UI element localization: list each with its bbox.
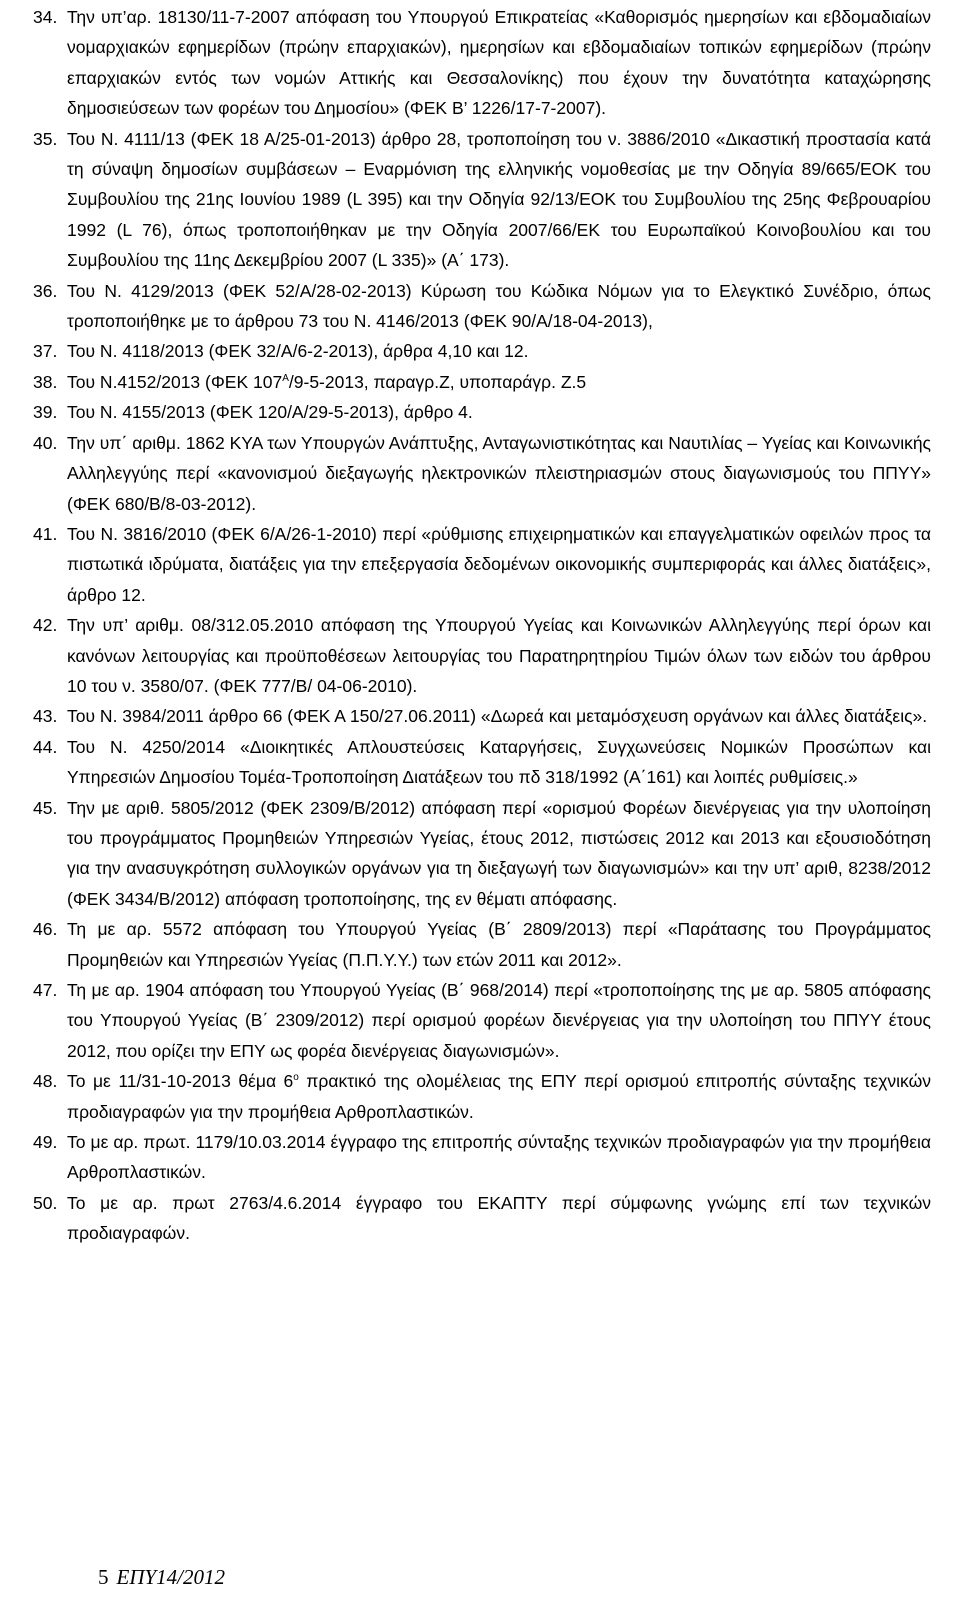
item-text: Του Ν. 3984/2011 άρθρο 66 (ΦΕΚ Α 150/27.06.2011) «Δωρεά και μεταμόσχευση οργάνων και άλλες διατάξεις».: [67, 706, 928, 727]
item-text: Του Ν. 4129/2013 (ΦΕΚ 52/Α/28-02-2013) Κύρωση του Κώδικα Νόμων για το Ελεγκτικό Συνέδριο, όπως τροποποιήθηκε με το άρθρου 73 του Ν. 4146/2013 (ΦΕΚ 90/Α/18-04-2013),: [67, 280, 931, 332]
item-number: 36.: [33, 280, 58, 301]
item-text: Του Ν. 4250/2014 «Διοικητικές Απλουστεύσεις Καταργήσεις, Συγχωνεύσεις Νομικών Προσώπων και Υπηρεσιών Δημοσίου Τομέα-Τροποποίηση Διατάξεων του πδ 318/1992 (Α΄161) και λοιπές ρυθμίσεις.»: [67, 736, 931, 788]
superscript: ο: [293, 1072, 299, 1084]
list-item: [33, 519, 931, 610]
item-number: 42.: [33, 615, 58, 636]
item-text: Την υπ΄ αριθμ. 1862 ΚΥΑ των Υπουργών Ανάπτυξης, Ανταγωνιστικότητας και Ναυτιλίας – Υγείας και Κοινωνικής Αλληλεγγύης περί «κανονισμού διεξαγωγής ηλεκτρονικών πλειστηριασμών στους διαγωνισμούς του ΠΠΥΥ» (ΦΕΚ 680/Β/8-03-2012).: [67, 432, 931, 514]
list-item: [33, 1066, 931, 1127]
list-item: [33, 610, 931, 701]
item-text: Του Ν. 4155/2013 (ΦΕΚ 120/Α/29-5-2013), άρθρο 4.: [67, 402, 473, 423]
list-item: [33, 793, 931, 915]
item-text: Του Ν. 4118/2013 (ΦΕΚ 32/Α/6-2-2013), άρθρα 4,10 και 12.: [67, 341, 529, 362]
item-number: 34.: [33, 7, 58, 27]
page-number: 5: [98, 1565, 109, 1589]
list-item: [33, 975, 931, 1066]
item-text: Την με αριθ. 5805/2012 (ΦΕΚ 2309/Β/2012) απόφαση περί «ορισμού Φορέων διενέργειας για την υλοποίηση του προγράμματος Προμηθειών Υπηρεσιών Υγείας, έτους 2012, πιστώσεις 2012 και 2013 και εξουσιοδότηση για την ανασυγκρότηση συλλογικών οργάνων για τη διεξαγωγή των διαγωνισμών» και την υπ’ αριθ, 8238/2012 (ΦΕΚ 3434/Β/2012) απόφαση τροποποίησης, της εν θέματι απόφασης.: [67, 797, 931, 909]
list-item: [33, 397, 931, 427]
list-item: [33, 701, 931, 731]
item-number: 40.: [33, 432, 58, 453]
item-number: 44.: [33, 736, 58, 757]
document-reference: ΕΠΥ14/2012: [116, 1565, 226, 1589]
item-text: Τη με αρ. 5572 απόφαση του Υπουργού Υγείας (Β΄ 2809/2013) περί «Παράτασης του Προγράμματος Προμηθειών και Υπηρεσιών Υγείας (Π.Π.Υ.Υ.) των ετών 2011 και 2012».: [67, 919, 931, 970]
item-text: Την υπ’αρ. 18130/11-7-2007 απόφαση του Υπουργού Επικρατείας «Καθορισμός ημερησίων και εβδομαδιαίων νομαρχιακών εφημερίδων (πρώην επαρχιακών), ημερησίων και εβδομαδιαίων τοπικών εφημερίδων (πρώην επαρχιακών εντός των νομών Αττικής και Θεσσαλονίκης) που έχουν την δυνατότητα καταχώρησης δημοσιεύσεων των φορέων του Δημοσίου» (ΦΕΚ Β’ 1226/17-7-2007).: [67, 7, 931, 119]
item-number: 46.: [33, 919, 58, 940]
item-number: 41.: [33, 523, 58, 544]
list-item: [33, 428, 931, 519]
document-body: [33, 2, 931, 1249]
item-text-after: πρακτικό της ολομέλειας της ΕΠΥ περί ορισμού επιτροπής σύνταξης τεχνικών προδιαγραφών για την προμήθεια Αρθροπλαστικών.: [67, 1071, 931, 1122]
item-text: Του Ν. 4111/13 (ΦΕΚ 18 Α/25-01-2013) άρθρο 28, τροποποίηση του ν. 3886/2010 «Δικαστική προστασία κατά τη σύναψη δημοσίων συμβάσεων – Εναρμόνιση της ελληνικής νομοθεσίας με την Οδηγία 89/665/ΕΟΚ του Συμβουλίου της 21ης Ιουνίου 1989 (L 395) και την Οδηγία 92/13/ΕΟΚ του Συμβουλίου της 25ης Φεβρουαρίου 1992 (L 76), όπως τροποποιήθηκαν με την Οδηγία 2007/66/ΕΚ του Ευρωπαϊκού Κοινοβουλίου και του Συμβουλίου της 11ης Δεκεμβρίου 2007 (L 335)» (Α΄ 173).: [67, 128, 931, 271]
page-footer: [98, 1565, 225, 1590]
item-text: [67, 367, 931, 397]
item-number: 43.: [33, 706, 58, 727]
item-text-after: /9-5-2013, παραγρ.Ζ, υποπαράγρ. Ζ.5: [288, 371, 587, 392]
list-item: [33, 336, 931, 366]
list-item: [33, 367, 931, 397]
item-number: 35.: [33, 128, 58, 149]
item-text: Τη με αρ. 1904 απόφαση του Υπουργού Υγείας (Β΄ 968/2014) περί «τροποποίησης της με αρ. 5805 απόφασης του Υπουργού Υγείας (Β΄ 2309/2012) περί ορισμού φορέων διενέργειας για την υλοποίηση του ΠΠΥΥ έτους 2012, που ορίζει την ΕΠΥ ως φορέα διενέργειας διαγωνισμών».: [67, 980, 931, 1061]
superscript: Α: [282, 373, 289, 385]
item-number: 37.: [33, 341, 58, 362]
list-item: [33, 732, 931, 793]
item-text: [67, 1066, 931, 1127]
list-item: [33, 1188, 931, 1249]
list-item: [33, 124, 931, 276]
item-number: 49.: [33, 1132, 58, 1153]
item-number: 45.: [33, 797, 58, 818]
item-text: Του Ν. 3816/2010 (ΦΕΚ 6/Α/26-1-2010) περί «ρύθμισης επιχειρηματικών και επαγγελματικών οφειλών προς τα πιστωτικά ιδρύματα, διατάξεις για την επεξεργασία δεδομένων οικονομικής συμπεριφοράς και άλλες διατάξεις», άρθρο 12.: [67, 523, 931, 605]
item-number: 48.: [33, 1071, 58, 1092]
item-text-before: Το με 11/31-10-2013 θέμα 6: [67, 1071, 294, 1092]
item-number: 50.: [33, 1192, 58, 1213]
item-text: Την υπ’ αριθμ. 08/312.05.2010 απόφαση της Υπουργού Υγείας και Κοινωνικών Αλληλεγγύης περί όρων και κανόνων λειτουργίας και προϋποθέσεων λειτουργίας του Παρατηρητηρίου Τιμών όλων των ειδών του άρθρου 10 του ν. 3580/07. (ΦΕΚ 777/Β/ 04-06-2010).: [67, 615, 931, 696]
item-number: 38.: [33, 371, 58, 392]
list-item: [33, 276, 931, 337]
item-text-before: Του Ν.4152/2013 (ΦΕΚ 107: [67, 371, 283, 392]
item-text: Το με αρ. πρωτ. 1179/10.03.2014 έγγραφο της επιτροπής σύνταξης τεχνικών προδιαγραφών για την προμήθεια Αρθροπλαστικών.: [67, 1132, 931, 1183]
item-text: Το με αρ. πρωτ 2763/4.6.2014 έγγραφο του ΕΚΑΠΤΥ περί σύμφωνης γνώμης επί των τεχνικών προδιαγραφών.: [67, 1192, 931, 1244]
item-number: 39.: [33, 402, 58, 423]
item-number: 47.: [33, 980, 58, 1000]
list-item: [33, 1127, 931, 1188]
list-item: [33, 914, 931, 975]
list-item: [33, 2, 931, 124]
